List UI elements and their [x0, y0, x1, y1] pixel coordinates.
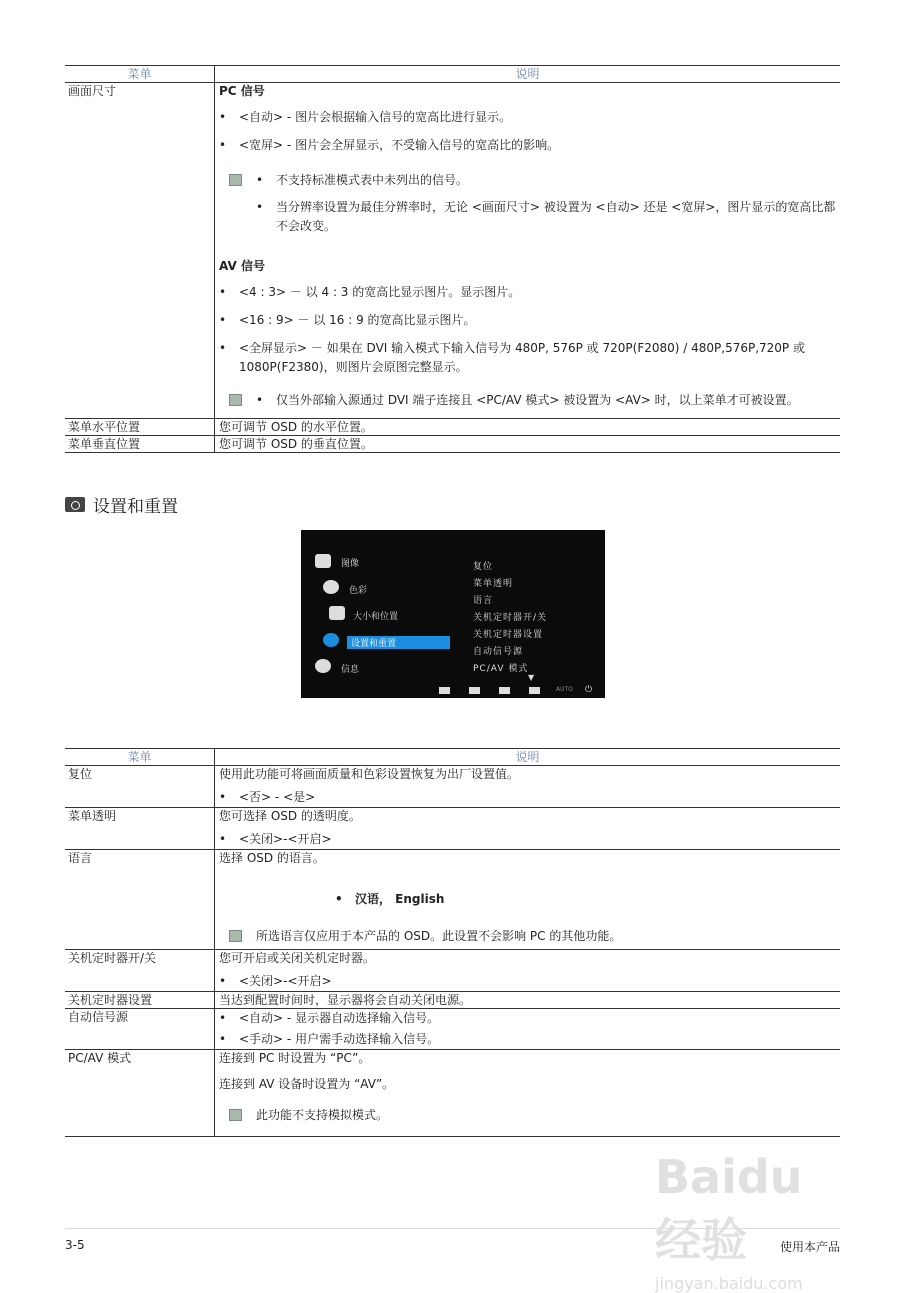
list-item: • <手动> - 用户需手动选择输入信号。: [219, 1030, 836, 1049]
row-label: 菜单透明: [65, 808, 215, 849]
row-label: 画面尺寸: [65, 83, 215, 418]
gear-icon: [323, 633, 339, 647]
row-text: 您可调节 OSD 的水平位置。: [219, 420, 373, 434]
note-item: • 仅当外部输入源通过 DVI 端子连接且 <PC/AV 模式> 被设置为 <AV> 时，以上菜单才可被设置。: [256, 391, 836, 410]
row-label: 关机定时器设置: [65, 992, 215, 1008]
row-label: 语言: [65, 850, 215, 949]
picture-icon: [315, 554, 331, 568]
table-row: [65, 808, 840, 850]
row-label: 自动信号源: [65, 1009, 215, 1049]
list-item: • <关闭>-<开启>: [219, 830, 836, 849]
note: [219, 391, 836, 418]
note-icon: [229, 1109, 242, 1121]
row-text: 连接到 AV 设备时设置为 “AV”。: [219, 1077, 395, 1091]
table-row: [65, 1009, 840, 1050]
osd-left-item: 图像: [341, 559, 360, 569]
settings-section-icon: [65, 497, 85, 512]
note: [219, 1106, 836, 1124]
list-item: • 汉语， English: [335, 890, 836, 909]
list-item: • <宽屏> - 图片会全屏显示，不受输入信号的宽高比的影响。: [219, 136, 836, 155]
row-text: 使用此功能可将画面质量和色彩设置恢复为出厂设置值。: [219, 767, 520, 781]
row-text: 您可调节 OSD 的垂直位置。: [219, 437, 373, 451]
auto-button-label: AUTO: [556, 686, 573, 693]
note-icon: [229, 930, 242, 942]
baidu-watermark: Baidu 经验 jingyan.baidu.com: [655, 1150, 803, 1293]
note-text: 所选语言仅应用于本产品的 OSD。此设置不会影响 PC 的其他功能。: [256, 929, 622, 943]
table-row: [65, 419, 840, 436]
row-label: 复位: [65, 766, 215, 807]
note: [219, 927, 836, 945]
header-desc: 说明: [515, 750, 540, 764]
osd-right-item: 菜单透明: [473, 579, 514, 589]
list-item: • <自动> - 图片会根据输入信号的宽高比进行显示。: [219, 108, 836, 127]
row-label: 菜单水平位置: [65, 419, 215, 435]
page-number: 3-5: [65, 1238, 85, 1252]
row-label: 菜单垂直位置: [65, 436, 215, 452]
table-header: [65, 749, 840, 766]
note-icon: [229, 394, 242, 406]
list-item: • <关闭>-<开启>: [219, 972, 836, 991]
table-row: [65, 992, 840, 1009]
up-button-icon: [499, 687, 510, 694]
size-position-icon: [329, 606, 345, 620]
av-signal-title: AV 信号: [219, 259, 265, 273]
row-label: PC/AV 模式: [65, 1050, 215, 1136]
note-text: 此功能不支持模拟模式。: [256, 1108, 389, 1122]
row-text: 您可选择 OSD 的透明度。: [219, 809, 361, 823]
table-row: [65, 83, 840, 419]
note-item: • 当分辨率设置为最佳分辨率时，无论 <画面尺寸> 被设置为 <自动> 还是 <宽屏>，图片显示的宽高比都不会改变。: [256, 198, 836, 236]
osd-right-item: 语言: [473, 596, 494, 606]
table-row: [65, 850, 840, 950]
osd-left-item: 色彩: [349, 586, 368, 596]
list-item: • <全屏显示> － 如果在 DVI 输入模式下输入信号为 480P, 576P 或 720P(F2080) / 480P,576P,720P 或1080P(F2380)，则图片会原图完整显示。: [219, 339, 836, 377]
osd-right-item: 复位: [473, 562, 494, 572]
osd-menu-screenshot: [301, 530, 605, 698]
table-row: [65, 950, 840, 992]
osd-right-item: 关机定时器开/关: [473, 613, 548, 623]
section-title: 设置和重置: [65, 492, 178, 517]
list-item: • <16 : 9> － 以 16 : 9 的宽高比显示图片。: [219, 311, 836, 330]
table-header: [65, 66, 840, 83]
row-text: 选择 OSD 的语言。: [219, 851, 325, 865]
osd-right-item: 自动信号源: [473, 647, 524, 657]
scroll-down-icon: ▼: [528, 673, 536, 682]
osd-left-item-selected: 设置和重置: [347, 636, 450, 649]
header-desc: 说明: [515, 67, 540, 81]
osd-right-item: 关机定时器设置: [473, 630, 544, 640]
info-icon: [315, 659, 331, 673]
header-menu: 菜单: [65, 66, 215, 82]
row-text: 当达到配置时间时，显示器将会自动关闭电源。: [219, 993, 472, 1007]
osd-left-item: 信息: [341, 665, 360, 675]
list-item: • <自动> - 显示器自动选择输入信号。: [219, 1009, 836, 1028]
table-screen-size: [65, 65, 840, 453]
menu-button-icon: [439, 687, 450, 694]
row-text: 连接到 PC 时设置为 “PC”。: [219, 1051, 371, 1065]
osd-right-item: PC/AV 模式: [473, 664, 529, 674]
header-menu: 菜单: [65, 749, 215, 765]
color-icon: [323, 580, 339, 594]
table-row: [65, 1050, 840, 1137]
table-row: [65, 436, 840, 453]
note: [219, 171, 836, 244]
footer-rule: [65, 1228, 840, 1229]
row-text: 您可开启或关闭关机定时器。: [219, 951, 376, 965]
osd-left-item: 大小和位置: [353, 612, 399, 622]
pc-signal-title: PC 信号: [219, 84, 265, 98]
enter-button-icon: [529, 687, 540, 694]
power-icon: ⏻: [585, 685, 593, 695]
note-icon: [229, 174, 242, 186]
note-item: • 不支持标准模式表中未列出的信号。: [256, 171, 836, 190]
table-row: [65, 766, 840, 808]
list-item: • <4 : 3> － 以 4 : 3 的宽高比显示图片。显示图片。: [219, 283, 836, 302]
footer-chapter: 使用本产品: [779, 1240, 840, 1254]
list-item: • <否> - <是>: [219, 788, 836, 807]
table-setup-reset: [65, 748, 840, 1137]
down-button-icon: [469, 687, 480, 694]
row-label: 关机定时器开/关: [65, 950, 215, 991]
